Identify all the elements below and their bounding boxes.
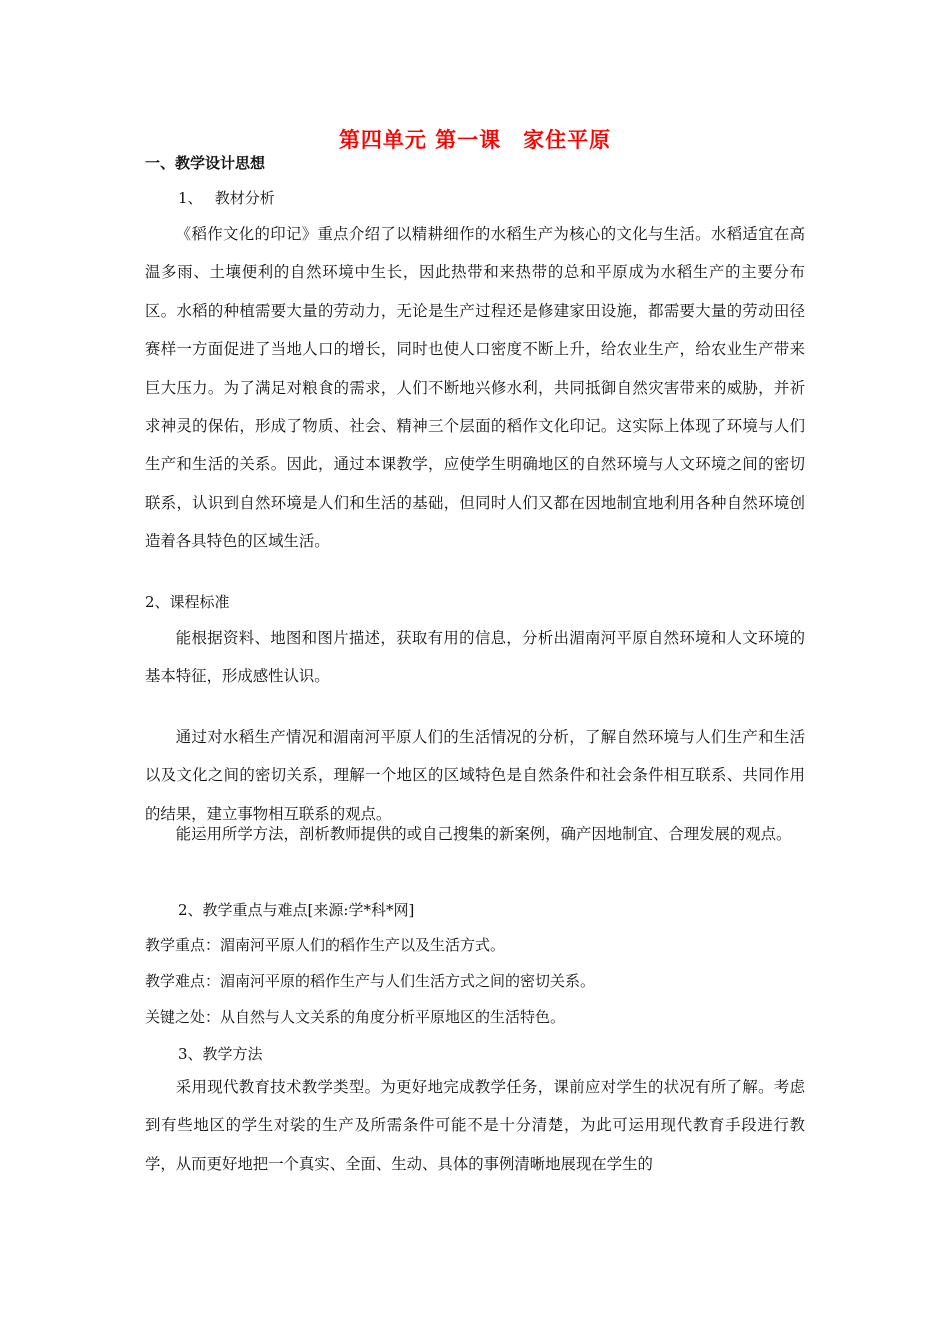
- subheading-curriculum-standard: 2、课程标准: [145, 593, 230, 611]
- subheading-teaching-method: 3、教学方法: [178, 1045, 263, 1063]
- key-point: 关键之处：从自然与人文关系的角度分析平原地区的生活特色。: [145, 1008, 566, 1026]
- page-title: 第四单元 第一课 家住平原: [338, 128, 612, 152]
- paragraph-standard-3: 能运用所学方法，剖析教师提供的或自己搜集的新案例，确产因地制宜、合理发展的观点。: [175, 825, 792, 843]
- paragraph-standard-1: 能根据资料、地图和图片描述，获取有用的信息，分析出湄南河平原自然环境和人文环境的基本特征，形成感性认识。: [145, 629, 805, 686]
- paragraph-standard-2: 通过对水稻生产情况和湄南河平原人们的生活情况的分析，了解自然环境与人们生产和生活以及文化之间的密切关系，理解一个地区的区域特色是自然条件和社会条件相互联系、共同作用的结果，建立事物相互联系的观点。: [145, 728, 805, 823]
- paragraph-teaching-method: 采用现代教育技术教学类型。为更好地完成教学任务，课前应对学生的状况有所了解。考虑到有些地区的学生对裟的生产及所需条件可能不是十分清楚，为此可运用现代教育手段进行教学，从而更好地把一个真实、全面、生动、具体的事例清晰地展现在学生的: [145, 1078, 805, 1173]
- teaching-focus: 教学重点：湄南河平原人们的稻作生产以及生活方式。: [145, 936, 506, 954]
- subheading-textbook-analysis: 1、 教材分析: [178, 189, 275, 207]
- teaching-difficulty: 教学难点：湄南河平原的稻作生产与人们生活方式之间的密切关系。: [145, 972, 596, 990]
- paragraph-textbook-analysis: 《稻作文化的印记》重点介绍了以精耕细作的水稻生产为核心的文化与生活。水稻适宜在高温多雨、土壤便利的自然环境中生长，因此热带和来热带的总和平原成为水稻生产的主要分布区。水稻的种植需要大量的劳动力，无论是生产过程还是修建家田设施，都需要大量的劳动田径赛样一方面促进了当地人口的增长，同时也使人口密度不断上升，给农业生产，给农业生产带来巨大压力。为了满足对粮食的需求，人们不断地兴修水利，共同抵御自然灾害带来的威胁，并祈求神灵的保佑，形成了物质、社会、精神三个层面的稻作文化印记。这实际上体现了环境与人们生产和生活的关系。因此，通过本课教学，应使学生明确地区的自然环境与人文环境之间的密切联系，认识到自然环境是人们和生活的基础，但同时人们又都在因地制宜地利用各种自然环境创造着各具特色的区域生活。: [145, 225, 805, 551]
- subheading-key-points: 2、教学重点与难点[来源:学*科*网]: [178, 901, 415, 919]
- section-heading: 一、教学设计思想: [145, 154, 266, 172]
